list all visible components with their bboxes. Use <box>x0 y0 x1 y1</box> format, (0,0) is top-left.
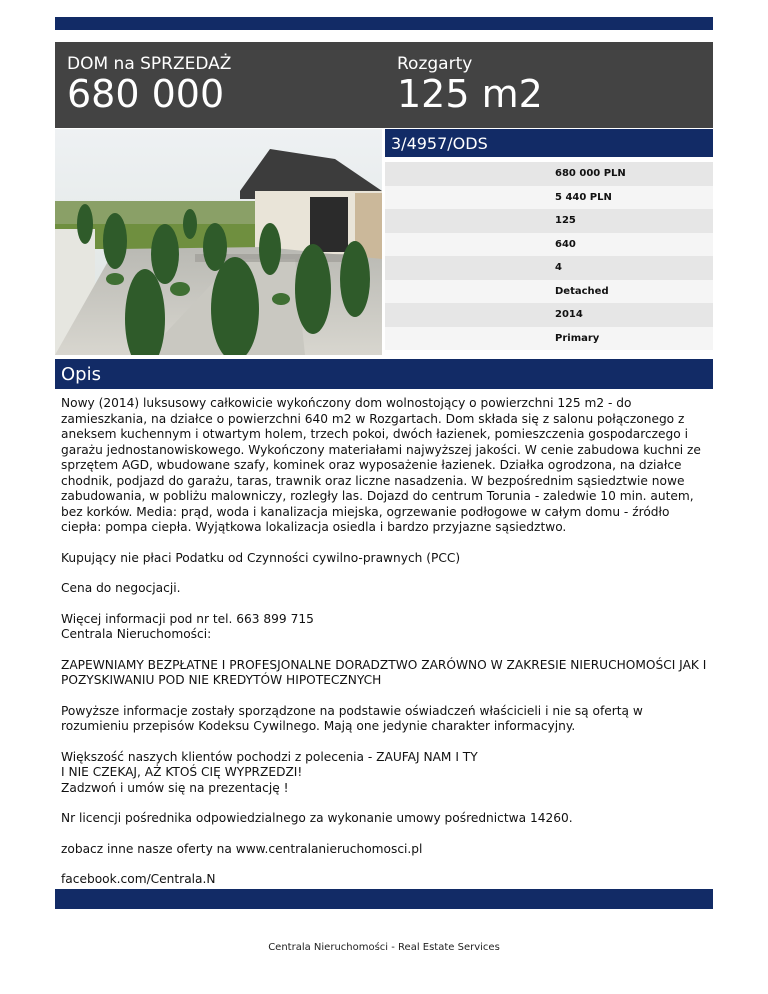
description-paragraph: Powyższe informacje zostały sporządzone na podstawie oświadczeń właścicieli i nie są ofertą w rozumieniu przepisów Kodeksu Cywilnego. Mają one jedynie charakter informacyjny. <box>61 703 643 733</box>
listing-header <box>55 42 713 128</box>
description-paragraph: Więcej informacji pod nr tel. 663 899 715 Centrala Nieruchomości: <box>61 611 314 641</box>
detail-row-area <box>385 209 713 233</box>
detail-value: 5 440 PLN <box>555 191 612 203</box>
detail-row-plot <box>385 233 713 257</box>
description-body <box>61 396 711 903</box>
location-label: Rozgarty <box>397 54 473 74</box>
detail-value: Primary <box>555 332 600 344</box>
detail-value: 640 <box>555 238 576 250</box>
area-value: 125 m2 <box>397 72 543 116</box>
top-accent-bar <box>55 17 713 30</box>
facebook-link[interactable]: facebook.com/Centrala.N <box>61 872 216 886</box>
detail-value: 680 000 PLN <box>555 168 626 179</box>
page-footer: Centrala Nieruchomości - Real Estate Services <box>268 942 500 953</box>
description-paragraph: Nowy (2014) luksusowy całkowicie wykończony dom wolnostojący o powierzchni 125 m2 - do zamieszkania, na działce o powierzchni 640 m2 w Rozgartach. Dom składa się z salonu połączonego z aneksem kuchennym i otwartym holem, trzech pokoi, dwóch łazienek, pomieszczenia gospodarczego i garażu jednostanowiskowego. Wykończony materiałami najwyższej jakości. W cenie zabudowa kuchni ze sprzętem AGD, wbudowane szafy, kominek oraz wyposażenie łazienek. Działka ogrodzona, na działce chodnik, podjazd do garażu, taras, trawnik oraz liczne nasadzenia. W bezpośrednim sąsiedztwie nowe zabudowania, w pobliżu malowniczy, rozległy las. Dojazd do centrum Torunia - zaledwie 10 min. autem, bez korków. Media: prąd, woda i kanalizacja miejska, ogrzewanie podłogowe w całym domu - źródło ciepła: pompa ciepła. Wyjątkowa lokalizacja osiedla i bardzo przyjazne sąsiedztwo. <box>61 396 701 534</box>
detail-row-price <box>385 162 713 186</box>
property-type-label: DOM na SPRZEDAŻ <box>67 54 232 74</box>
bottom-accent-bar <box>55 889 713 909</box>
description-header <box>55 359 713 389</box>
website-link[interactable]: zobacz inne nasze oferty na www.centralanieruchomosci.pl <box>61 841 423 856</box>
description-title: Opis <box>61 364 101 385</box>
description-paragraph: Nr licencji pośrednika odpowiedzialnego za wykonanie umowy pośrednictwa 14260. <box>61 811 573 825</box>
description-paragraph: Większość naszych klientów pochodzi z polecenia - ZAUFAJ NAM I TY I NIE CZEKAJ, AŻ KTOŚ CIĘ WYPRZEDZI! Zadzwoń i umów się na prezentację ! <box>61 749 478 795</box>
detail-row-market <box>385 327 713 351</box>
price-value: 680 000 <box>67 72 225 116</box>
detail-value: 2014 <box>555 309 583 320</box>
listing-id: 3/4957/ODS <box>391 134 488 153</box>
description-paragraph: Cena do negocjacji. <box>61 581 181 595</box>
detail-row-type <box>385 280 713 304</box>
detail-value: 125 <box>555 215 576 226</box>
detail-row-price-per-m2 <box>385 186 713 210</box>
detail-value: Detached <box>555 285 609 297</box>
description-paragraph: ZAPEWNIAMY BEZPŁATNE I PROFESJONALNE DORADZTWO ZARÓWNO W ZAKRESIE NIERUCHOMOŚCI JAK I POZYSKIWANIU POD NIE KREDYTÓW HIPOTECZNYCH <box>61 657 707 687</box>
detail-row-year <box>385 303 713 327</box>
details-table <box>385 162 713 350</box>
detail-value: 4 <box>555 262 562 273</box>
listing-id-bar <box>385 129 713 157</box>
detail-row-rooms <box>385 256 713 280</box>
property-photo <box>55 129 382 355</box>
description-paragraph: Kupujący nie płaci Podatku od Czynności cywilno-prawnych (PCC) <box>61 550 461 565</box>
